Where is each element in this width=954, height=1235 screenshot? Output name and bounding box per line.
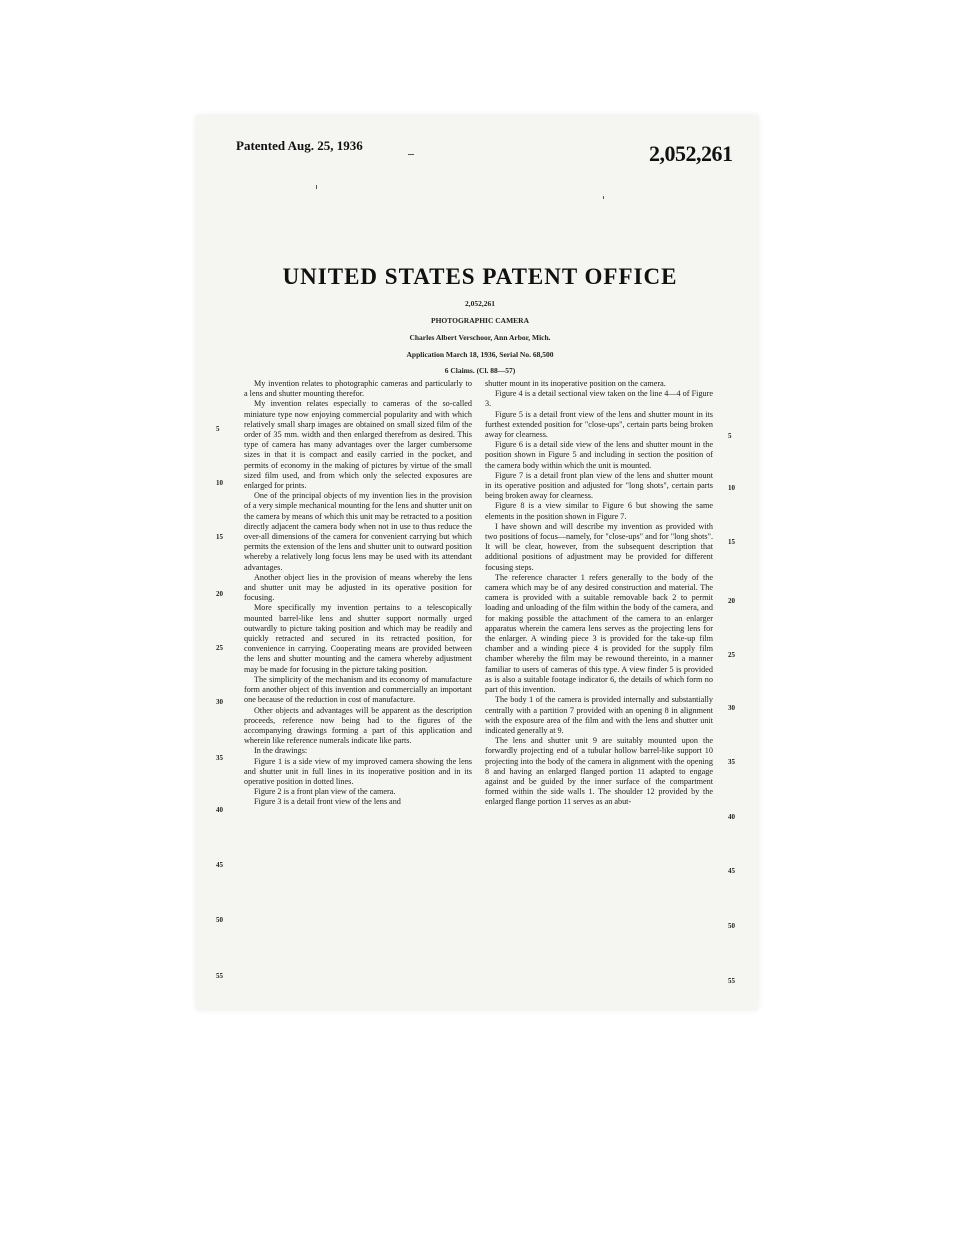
office-title: UNITED STATES PATENT OFFICE (282, 264, 678, 289)
line-number: 45 (728, 867, 735, 875)
line-number: 5 (216, 425, 220, 433)
line-number: 30 (728, 704, 735, 712)
meta-title: PHOTOGRAPHIC CAMERA (431, 316, 529, 325)
line-number: 55 (728, 977, 735, 985)
paragraph: The body 1 of the camera is provided internally and substantially centrally with a partition 7 provided with an opening 8 in alignment with the exposure area of the film and with the lens and shutter unit indicated generally at 9. (485, 695, 713, 735)
scan-speck (316, 185, 317, 189)
line-number: 25 (728, 651, 735, 659)
line-number: 5 (728, 432, 732, 440)
paragraph: The reference character 1 refers generally to the body of the camera which may be of any desired construction and material. The camera is provided with a suitable removable back 2 to permit loading and unloading of the film within the body of the camera, and for making possible the attachment of the camera to an enlarger apparatus wherein the camera lens serves as the projecting lens for the enlarger. A winding piece 3 is provided for the take-up film chamber and a winding piece 4 is provided for the supply film chamber whereby the film may be rewound thereinto, in a manner familiar to users of cameras of this type. A view finder 5 is provided as is also a suitable footage indicator 6, the details of which form no part of this invention. (485, 572, 713, 695)
paragraph: More specifically my invention pertains to a telescopically mounted barrel-like lens and shutter support normally urged outwardly to picture taking position and which may be readily and quickly retracted and secured in its retracted position, for convenience in carrying. Cooperating means are provided between the lens and shutter mounting and the camera whereby adjustment may be made for focusing in the picture taking position. (244, 603, 472, 674)
line-number: 30 (216, 698, 223, 706)
line-number: 15 (216, 533, 223, 541)
line-number: 55 (216, 972, 223, 980)
paragraph: The lens and shutter unit 9 are suitably mounted upon the forwardly projecting end of a tubular hollow barrel-like support 10 projecting into the body of the camera in alignment with the opening 8 and having an enlarged flanged portion 11 adapted to engage against and be guided by the inner surface of the compartment formed within the side walls 1. The shoulder 12 provided by the enlarged flange portion 11 serves as an abut- (485, 736, 713, 807)
line-number: 10 (216, 479, 223, 487)
scan-speck (408, 154, 414, 155)
paragraph: Figure 4 is a detail sectional view taken on the line 4—4 of Figure 3. (485, 389, 713, 409)
paragraph: Figure 2 is a front plan view of the camera. (254, 787, 396, 797)
paragraph: Figure 5 is a detail front view of the lens and shutter mount in its furthest extended position for "close-ups", certain parts being broken away for clearness. (485, 409, 713, 440)
line-number: 25 (216, 644, 223, 652)
paragraph: I have shown and will describe my invention as provided with two positions of focus—namely, for "close-ups" and for "long shots". It will be clear, however, from the subsequent description that additional positions of adjustment may be provided for different focusing steps. (485, 521, 713, 572)
line-number: 40 (728, 813, 735, 821)
paragraph: Figure 3 is a detail front view of the lens and (254, 797, 401, 807)
meta-inventor: Charles Albert Verschoor, Ann Arbor, Mich. (409, 333, 551, 342)
meta-number: 2,052,261 (465, 299, 495, 308)
line-number: 20 (728, 597, 735, 605)
paragraph: Another object lies in the provision of means whereby the lens and shutter unit may be adjusted in its operative position for focusing. (244, 572, 472, 603)
meta-claims: 6 Claims. (Cl. 88—57) (444, 366, 516, 375)
paragraph: My invention relates especially to cameras of the so-called miniature type now enjoying commercial popularity and with which relatively small sharp images are obtained on small sized film of the order of 35 mm. width and then enlarged therefrom as desired. This type of camera has many advantages over the larger cumbersome sizes in that it is compact and easily carried in the pocket, and permits of economy in the making of pictures by virtue of the small sized film used, and from which only the selected exposures are enlarged for prints. (244, 399, 472, 491)
paragraph: Figure 1 is a side view of my improved camera showing the lens and shutter unit in full lines in its inoperative position and in its operative position in dotted lines. (244, 756, 472, 786)
line-number: 10 (728, 484, 735, 492)
line-number: 20 (216, 590, 223, 598)
paragraph: My invention relates to photographic cameras and particularly to a lens and shutter mounting therefor. (244, 379, 472, 399)
meta-application: Application March 18, 1936, Serial No. 68,500 (406, 350, 554, 359)
paragraph: The simplicity of the mechanism and its economy of manufacture form another object of this invention and commercially an important one because of the reduction in cost of manufacture. (244, 674, 472, 705)
paragraph: shutter mount in its inoperative position on the camera. (485, 379, 666, 388)
right-column (485, 379, 713, 808)
paragraph: One of the principal objects of my invention lies in the provision of a very simple mechanical mounting for the lens and shutter unit on the camera by means of which this unit may be retracted to a position directly adjacent the camera body when not in use to thus reduce the over-all dimensions of the camera for convenient carrying but which permits the extension of the lens and shutter unit to outward position whereby a relatively long focus lens may be used with its attendant advantages. (244, 491, 472, 572)
line-number: 40 (216, 806, 223, 814)
paragraph: Other objects and advantages will be apparent as the description proceeds, reference now being had to the figures of the accompanying drawings forming a part of this application and wherein like reference numerals indicate like parts. (244, 705, 472, 746)
patented-date: Patented Aug. 25, 1936 (236, 138, 363, 153)
paragraph: In the drawings: (254, 746, 308, 756)
line-number: 45 (216, 861, 223, 869)
paragraph: Figure 7 is a detail front plan view of the lens and shutter mount in its operative position and adjusted for "long shots", certain parts being broken away for clearness. (485, 470, 713, 501)
line-number: 35 (728, 758, 735, 766)
line-number: 35 (216, 754, 223, 762)
paragraph: Figure 8 is a view similar to Figure 6 but showing the same elements in the position shown in Figure 7. (485, 501, 713, 521)
line-number: 50 (728, 922, 735, 930)
line-number: 50 (216, 916, 223, 924)
paragraph: Figure 6 is a detail side view of the lens and shutter mount in the position shown in Figure 5 and including in section the position of the camera body within which the unit is mounted. (485, 440, 713, 470)
scan-speck (603, 196, 604, 199)
patent-number: 2,052,261 (649, 141, 733, 166)
left-column (244, 379, 472, 808)
line-number: 15 (728, 538, 735, 546)
